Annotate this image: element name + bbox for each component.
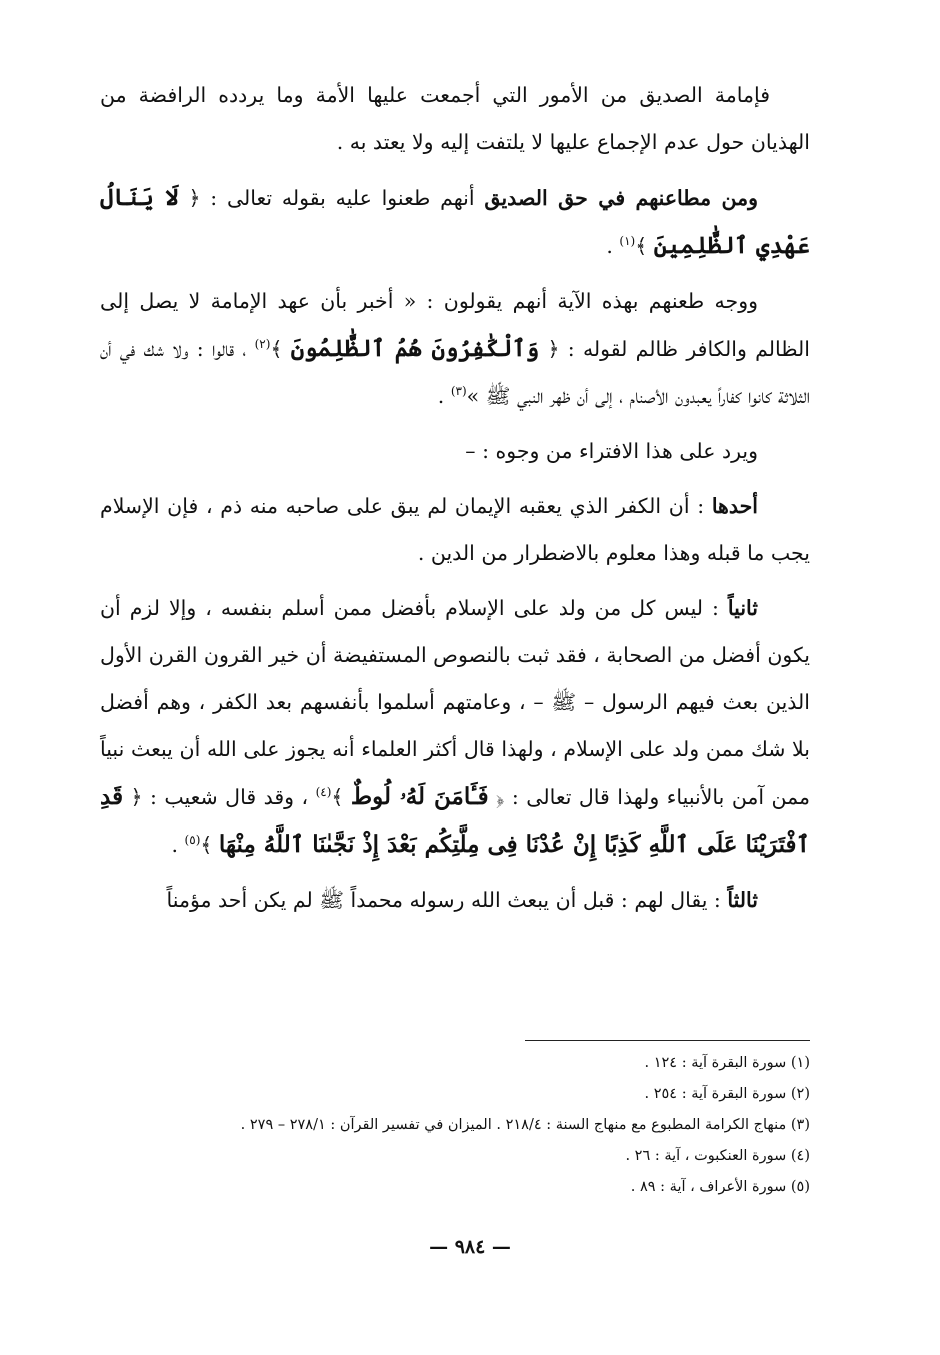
verse-bracket: ﴾ [331,785,351,809]
paragraph-lead: ثالثاً [727,888,758,912]
paragraph-end: . [171,833,185,857]
paragraph-lead: ثانياً [727,596,758,620]
paragraph-2 [100,174,810,270]
quran-verse: قَدِ ٱفْتَرَيْنَا عَلَى ٱللَّهِ كَذِبًا إِنْ عُدْنَا فِى مِلَّتِكُم بَعْدَ إِذْ نَجَّىٰنَا ٱللَّهُ مِنْهَا [100,783,810,858]
paragraph-text: : أن الكفر الذي يعقبه الإيمان لم يبق على صاحبه منه ذم ، فإن الإسلام يجب ما قبله وهذا معلوم بالاضطرار من الدين . [100,494,810,565]
footnote-ref: (١) [619,234,636,249]
footnote-item: (١) سورة البقرة آية : ١٢٤ . [644,1055,810,1071]
footnote-item: (٥) سورة الأعراف ، آية : ٨٩ . [630,1179,810,1195]
paragraph-lead: ومن مطاعنهم في حق الصديق [484,186,759,210]
footnote-ref: (٢) [254,337,271,352]
footnote-ref: (٤) [315,785,332,800]
footnotes [100,1048,810,1203]
paragraph-text: : يقال لهم : قبل أن يبعث الله رسوله محمداً ﷺ لم يكن أحد مؤمناً [166,888,728,912]
quran-verse: فَـَٔامَنَ لَهُۥ لُوطٌ [350,783,489,810]
paragraph-text: ، وقد قال شعيب : ﴿ [123,785,316,809]
paragraph-4 [100,428,810,475]
paragraph-text: أنهم طعنوا عليه بقوله تعالى : ﴿ [178,186,485,210]
paragraph-1 [100,72,810,166]
paragraph-text: : ليس كل من ولد على الإسلام بأفضل ممن أسلم بنفسه ، وإلا لزم أن يكون أفضل من الصحابة ، فقد ثبت بالنصوص المستفيضة أن خير القرون القرن الأول الذين بعث فيهم الرسول – ﷺ – ، وعامتهم أسلموا بأنفسهم بعد الكفر ، وهم أفضل بلا شك ممن ولد على الإسلام ، ولهذا قال أكثر العلماء أنه يجوز على الله أن يبعث نبياً ممن آمن بالأنبياء ولهذا قال تعالى : ﴿ [100,596,810,809]
main-text [100,72,810,932]
footnote-item: (٢) سورة البقرة آية : ٢٥٤ . [644,1086,810,1102]
quran-verse: وَٱلْكَٰفِرُونَ هُمُ ٱلظَّٰلِمُونَ [290,335,540,362]
paragraph-end: . [437,384,451,408]
verse-bracket: ﴾ [200,833,219,857]
footnote-item: (٣) منهاج الكرامة المطبوع مع منهاج السنة : ٢١٨/٤ . الميزان في تفسير القرآن : ٢٧٨/١ – ٢٧٩ . [240,1117,810,1133]
paragraph-6 [100,585,810,869]
paragraph-lead: أحدها [711,494,758,518]
paragraph-7 [100,877,810,924]
paragraph-end: . [606,234,620,258]
paragraph-5 [100,483,810,577]
quran-verse: لَا يَنَالُ عَهْدِي ٱلظَّٰلِمِينَ [100,184,810,259]
footnote-ref: (٥) [184,833,201,848]
footnote-divider [525,1040,810,1041]
paragraph-text: ووجه طعنهم بهذه الآية أنهم يقولون : « أخبر بأن عهد الإمامة لا يصل إلى الظالم والكافر ظالم لقوله : ﴿ [100,289,810,361]
verse-bracket: ﴾ [270,337,291,361]
paragraph-text: ويرد على هذا الافتراء من وجوه : – [465,439,758,463]
footnote-item: (٤) سورة العنكبوت ، آية : ٢٦ . [625,1148,810,1164]
footnote-ref: (٣) [450,384,467,399]
paragraph-text: فإمامة الصديق من الأمور التي أجمعت عليها الأمة وما يردده الرافضة من الهذيان حول عدم الإجماع عليها لا يلتفت إليه ولا يعتد به . [100,83,810,154]
page-number: — ٩٨٤ — [429,1236,511,1258]
verse-bracket: ﴾ [635,234,654,258]
paragraph-text: ، قالوا : ولا شك في أن الثلاثة كانوا كفاراً يعبدون الأصنام ، إلى أن ظهر النبي ﷺ » [100,337,810,408]
paragraph-3 [100,278,810,420]
